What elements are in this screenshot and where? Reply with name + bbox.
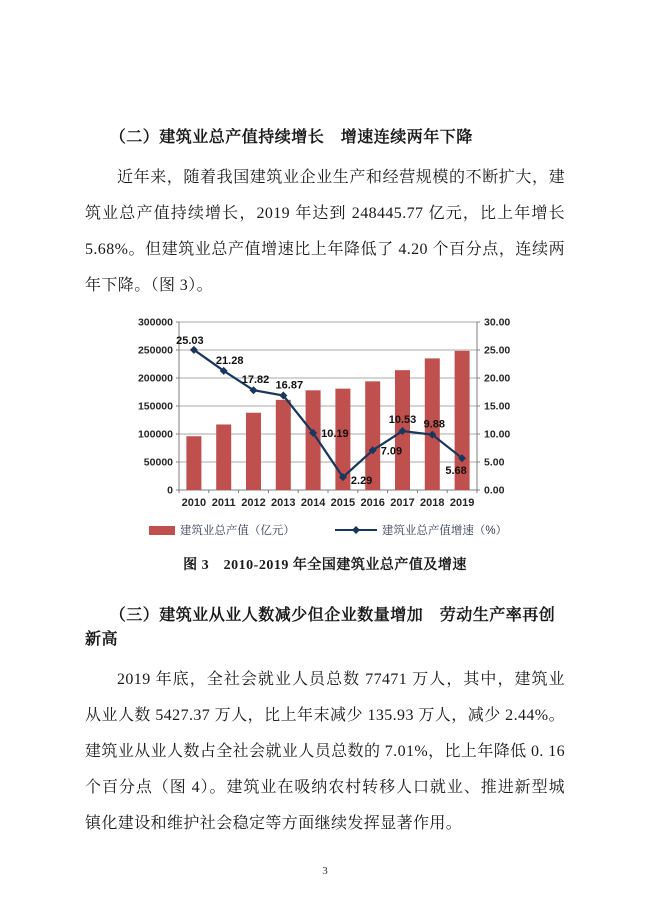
right-axis-tick-label: 10.00: [484, 428, 511, 441]
left-axis-tick-label: 300000: [137, 316, 173, 329]
figure-caption: 图 3 2010-2019 年全国建筑业总产值及增速: [183, 558, 467, 573]
line-data-label: 21.28: [215, 354, 244, 367]
section-3-paragraph: 2019 年底，全社会就业人员总数 77471 万人，其中，建筑业从业人数 5427.37 万人，比上年末减少 135.93 万人，减少 2.44%。建筑业从业人数占全社会就业人员总数的 7.01%，比上年降低 0. 16 个百分点（图 4）。建筑业在吸纳农村转移人口就业、推进新型城镇化建设和维护社会稳定等方面继续发挥显著作用。: [85, 671, 565, 832]
x-axis-category-label: 2012: [241, 497, 266, 509]
x-axis-category-label: 2015: [330, 497, 356, 509]
bar: [365, 381, 380, 490]
left-axis-tick-label: 200000: [137, 372, 173, 385]
combo-chart-canvas: [133, 312, 523, 518]
line-series: [194, 350, 462, 477]
line-data-label: 17.82: [241, 374, 270, 387]
line-series-swatch-icon: [335, 525, 377, 535]
section-heading-3: （三）建筑业从业人数减少但企业数量增加 劳动生产率再创新高: [85, 607, 556, 648]
left-axis-tick-label: 250000: [137, 344, 173, 357]
bar: [186, 436, 201, 490]
left-axis-tick-label: 100000: [137, 428, 173, 441]
line-data-label: 10.53: [388, 414, 417, 427]
line-data-label: 9.88: [423, 418, 446, 431]
section-heading-2: （二）建筑业总产值持续增长 增速连续两年下降: [109, 129, 473, 146]
line-data-label: 7.09: [380, 445, 403, 458]
page-number: 3: [322, 865, 328, 877]
left-axis-tick-label: 50000: [143, 456, 173, 469]
bar-series-swatch-icon: [149, 526, 175, 535]
left-axis-tick-label: 150000: [137, 400, 173, 413]
bar: [276, 400, 291, 490]
legend-diamond: [352, 526, 360, 534]
x-axis-category-label: 2019: [449, 497, 475, 509]
legend-item-bar-series: [149, 522, 295, 538]
x-axis-category-label: 2011: [211, 497, 236, 509]
left-axis-tick-label: 0: [167, 484, 173, 497]
line-data-label: 25.03: [176, 334, 204, 347]
x-axis-category-label: 2017: [390, 497, 415, 509]
section-2-paragraph: 近年来，随着我国建筑业企业生产和经营规模的不断扩大，建筑业总产值持续增长，2019 年达到 248445.77 亿元，比上年增长 5.68%。但建筑业总产值增速比上年降低了 4.20 个百分点，连续两年下降。（图 3）。: [85, 169, 565, 294]
x-axis-category-label: 2013: [271, 497, 296, 509]
x-axis-category-label: 2018: [420, 497, 445, 509]
right-axis-tick-label: 0.00: [484, 484, 505, 497]
x-axis-category-label: 2016: [360, 497, 385, 509]
x-axis-category-label: 2014: [300, 497, 326, 509]
legend-label-line-series: 建筑业总产值增速（%）: [381, 525, 508, 537]
legend-label-bar-series: 建筑业总产值（亿元）: [179, 525, 295, 537]
right-axis-tick-label: 25.00: [484, 344, 511, 357]
figure-3: [85, 312, 565, 574]
chart-figure-3: [133, 312, 523, 538]
right-axis-tick-label: 15.00: [484, 400, 511, 413]
legend-item-line-series: [335, 522, 507, 538]
chart-legend: [133, 522, 523, 538]
x-axis-category-label: 2010: [181, 497, 207, 509]
right-axis-tick-label: 5.00: [484, 456, 505, 469]
line-data-label: 16.87: [275, 379, 304, 392]
line-data-label: 5.68: [445, 465, 467, 478]
bar: [216, 424, 231, 490]
line-data-label: 10.19: [321, 427, 349, 440]
right-axis-tick-label: 30.00: [484, 316, 511, 329]
right-axis-tick-label: 20.00: [484, 372, 511, 385]
bar: [246, 413, 261, 490]
line-data-label: 2.29: [350, 475, 373, 488]
